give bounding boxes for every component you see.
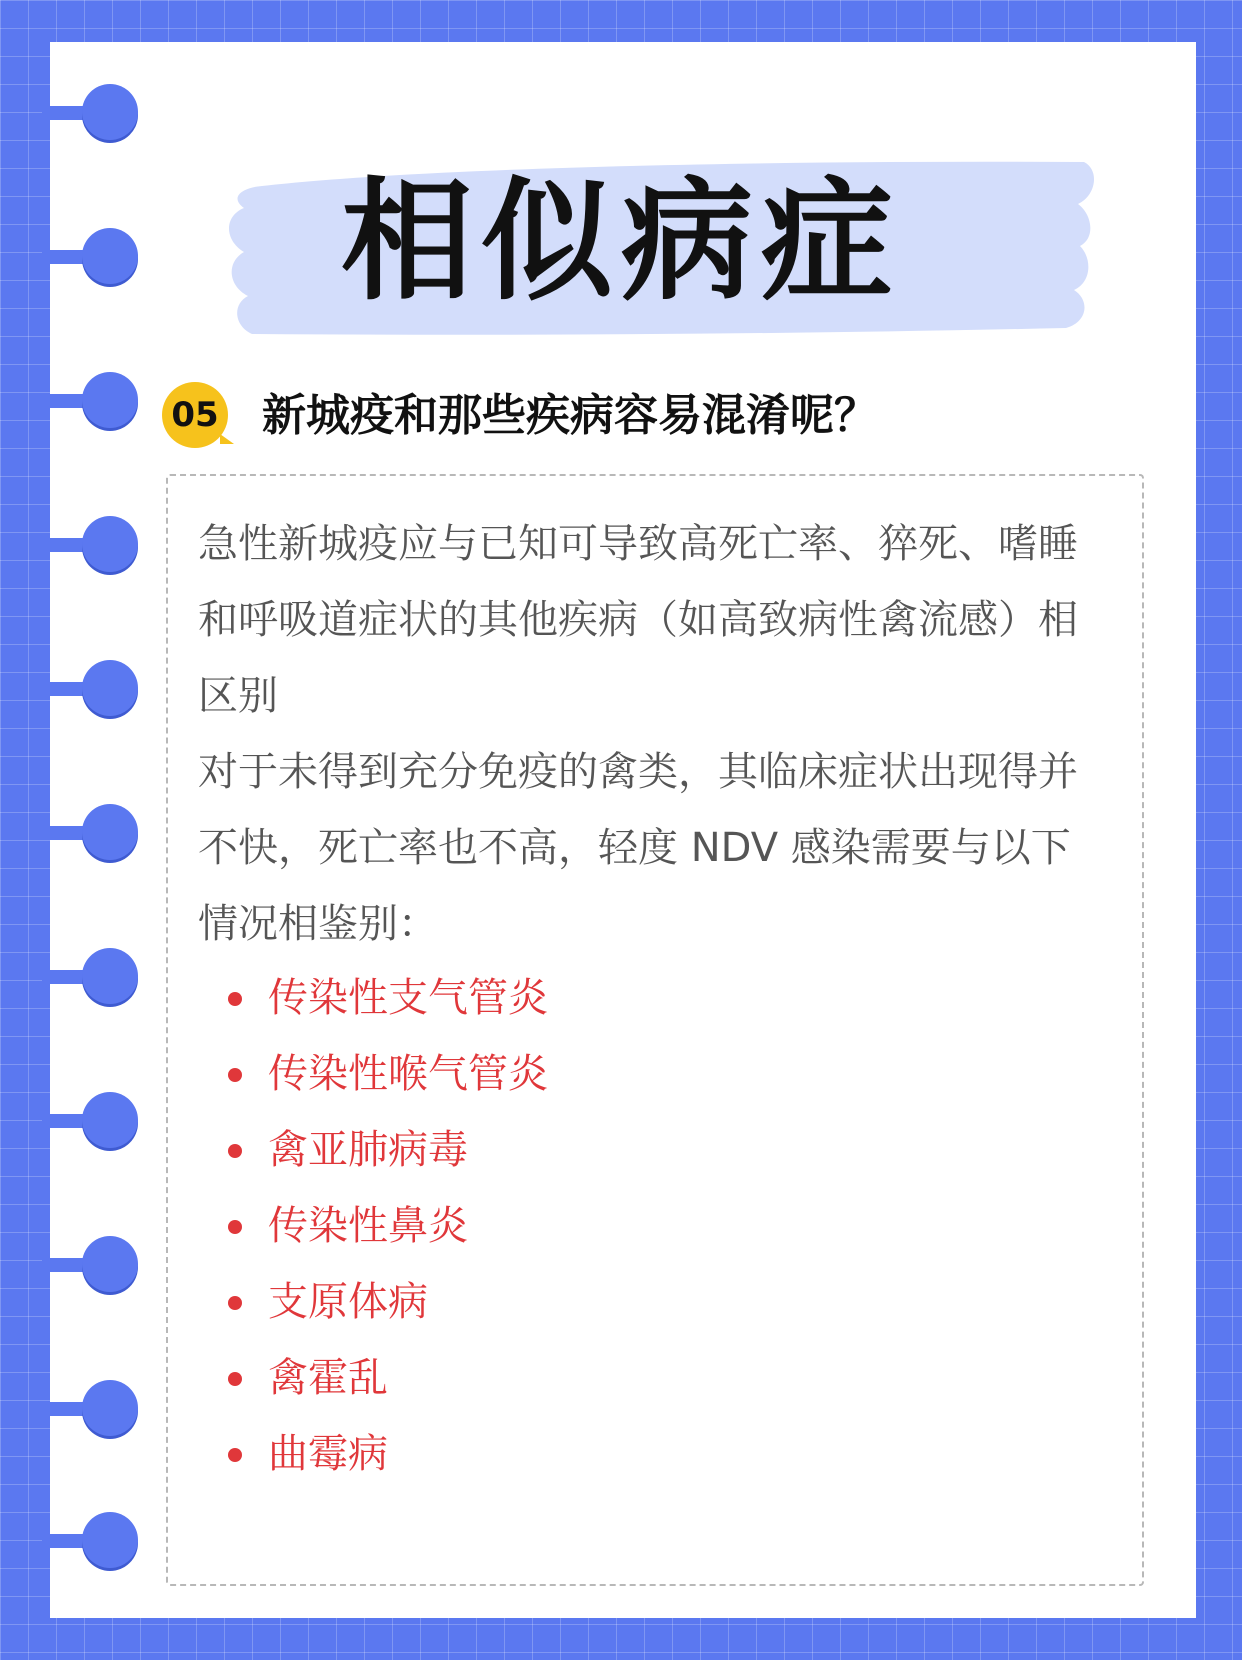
title-area [0, 0, 1242, 360]
list-item [228, 1036, 548, 1112]
list-item [228, 960, 548, 1036]
binder-ring [42, 660, 138, 718]
binder-ring [42, 516, 138, 574]
list-item-label: 禽霍乱 [268, 1355, 388, 1401]
bullet-dot-icon [228, 992, 242, 1006]
list-item-label: 传染性鼻炎 [268, 1203, 468, 1249]
list-item [228, 1188, 548, 1264]
binder-ring [42, 1092, 138, 1150]
binder-ring [42, 1512, 138, 1570]
bullet-dot-icon [228, 1372, 242, 1386]
binder-ring [42, 948, 138, 1006]
list-item-label: 支原体病 [268, 1279, 428, 1325]
list-item [228, 1264, 548, 1340]
binder-ring [42, 1380, 138, 1438]
list-item-label: 禽亚肺病毒 [268, 1127, 468, 1173]
binder-ring [42, 1236, 138, 1294]
bullet-dot-icon [228, 1144, 242, 1158]
paragraph-2: 对于未得到充分免疫的禽类，其临床症状出现得并不快，死亡率也不高，轻度 NDV 感染需要与以下情况相鉴别： [198, 749, 1078, 947]
section-number-badge [162, 382, 228, 448]
page-title: 相似病症 [341, 165, 901, 319]
binder-ring [42, 372, 138, 430]
differential-list [228, 960, 548, 1492]
bullet-dot-icon [228, 1448, 242, 1462]
binder-ring [42, 804, 138, 862]
bullet-dot-icon [228, 1220, 242, 1234]
list-item [228, 1340, 548, 1416]
bullet-dot-icon [228, 1068, 242, 1082]
list-item [228, 1416, 548, 1492]
list-item-label: 传染性支气管炎 [268, 975, 548, 1021]
paragraph-1: 急性新城疫应与已知可导致高死亡率、猝死、嗜睡和呼吸道症状的其他疾病（如高致病性禽流感）相区别 [198, 521, 1078, 719]
list-item-label: 传染性喉气管炎 [268, 1051, 548, 1097]
list-item [228, 1112, 548, 1188]
bullet-dot-icon [228, 1296, 242, 1310]
section-question: 新城疫和那些疾病容易混淆呢？ [262, 390, 878, 441]
section-number: 05 [171, 395, 219, 435]
list-item-label: 曲霉病 [268, 1431, 388, 1477]
